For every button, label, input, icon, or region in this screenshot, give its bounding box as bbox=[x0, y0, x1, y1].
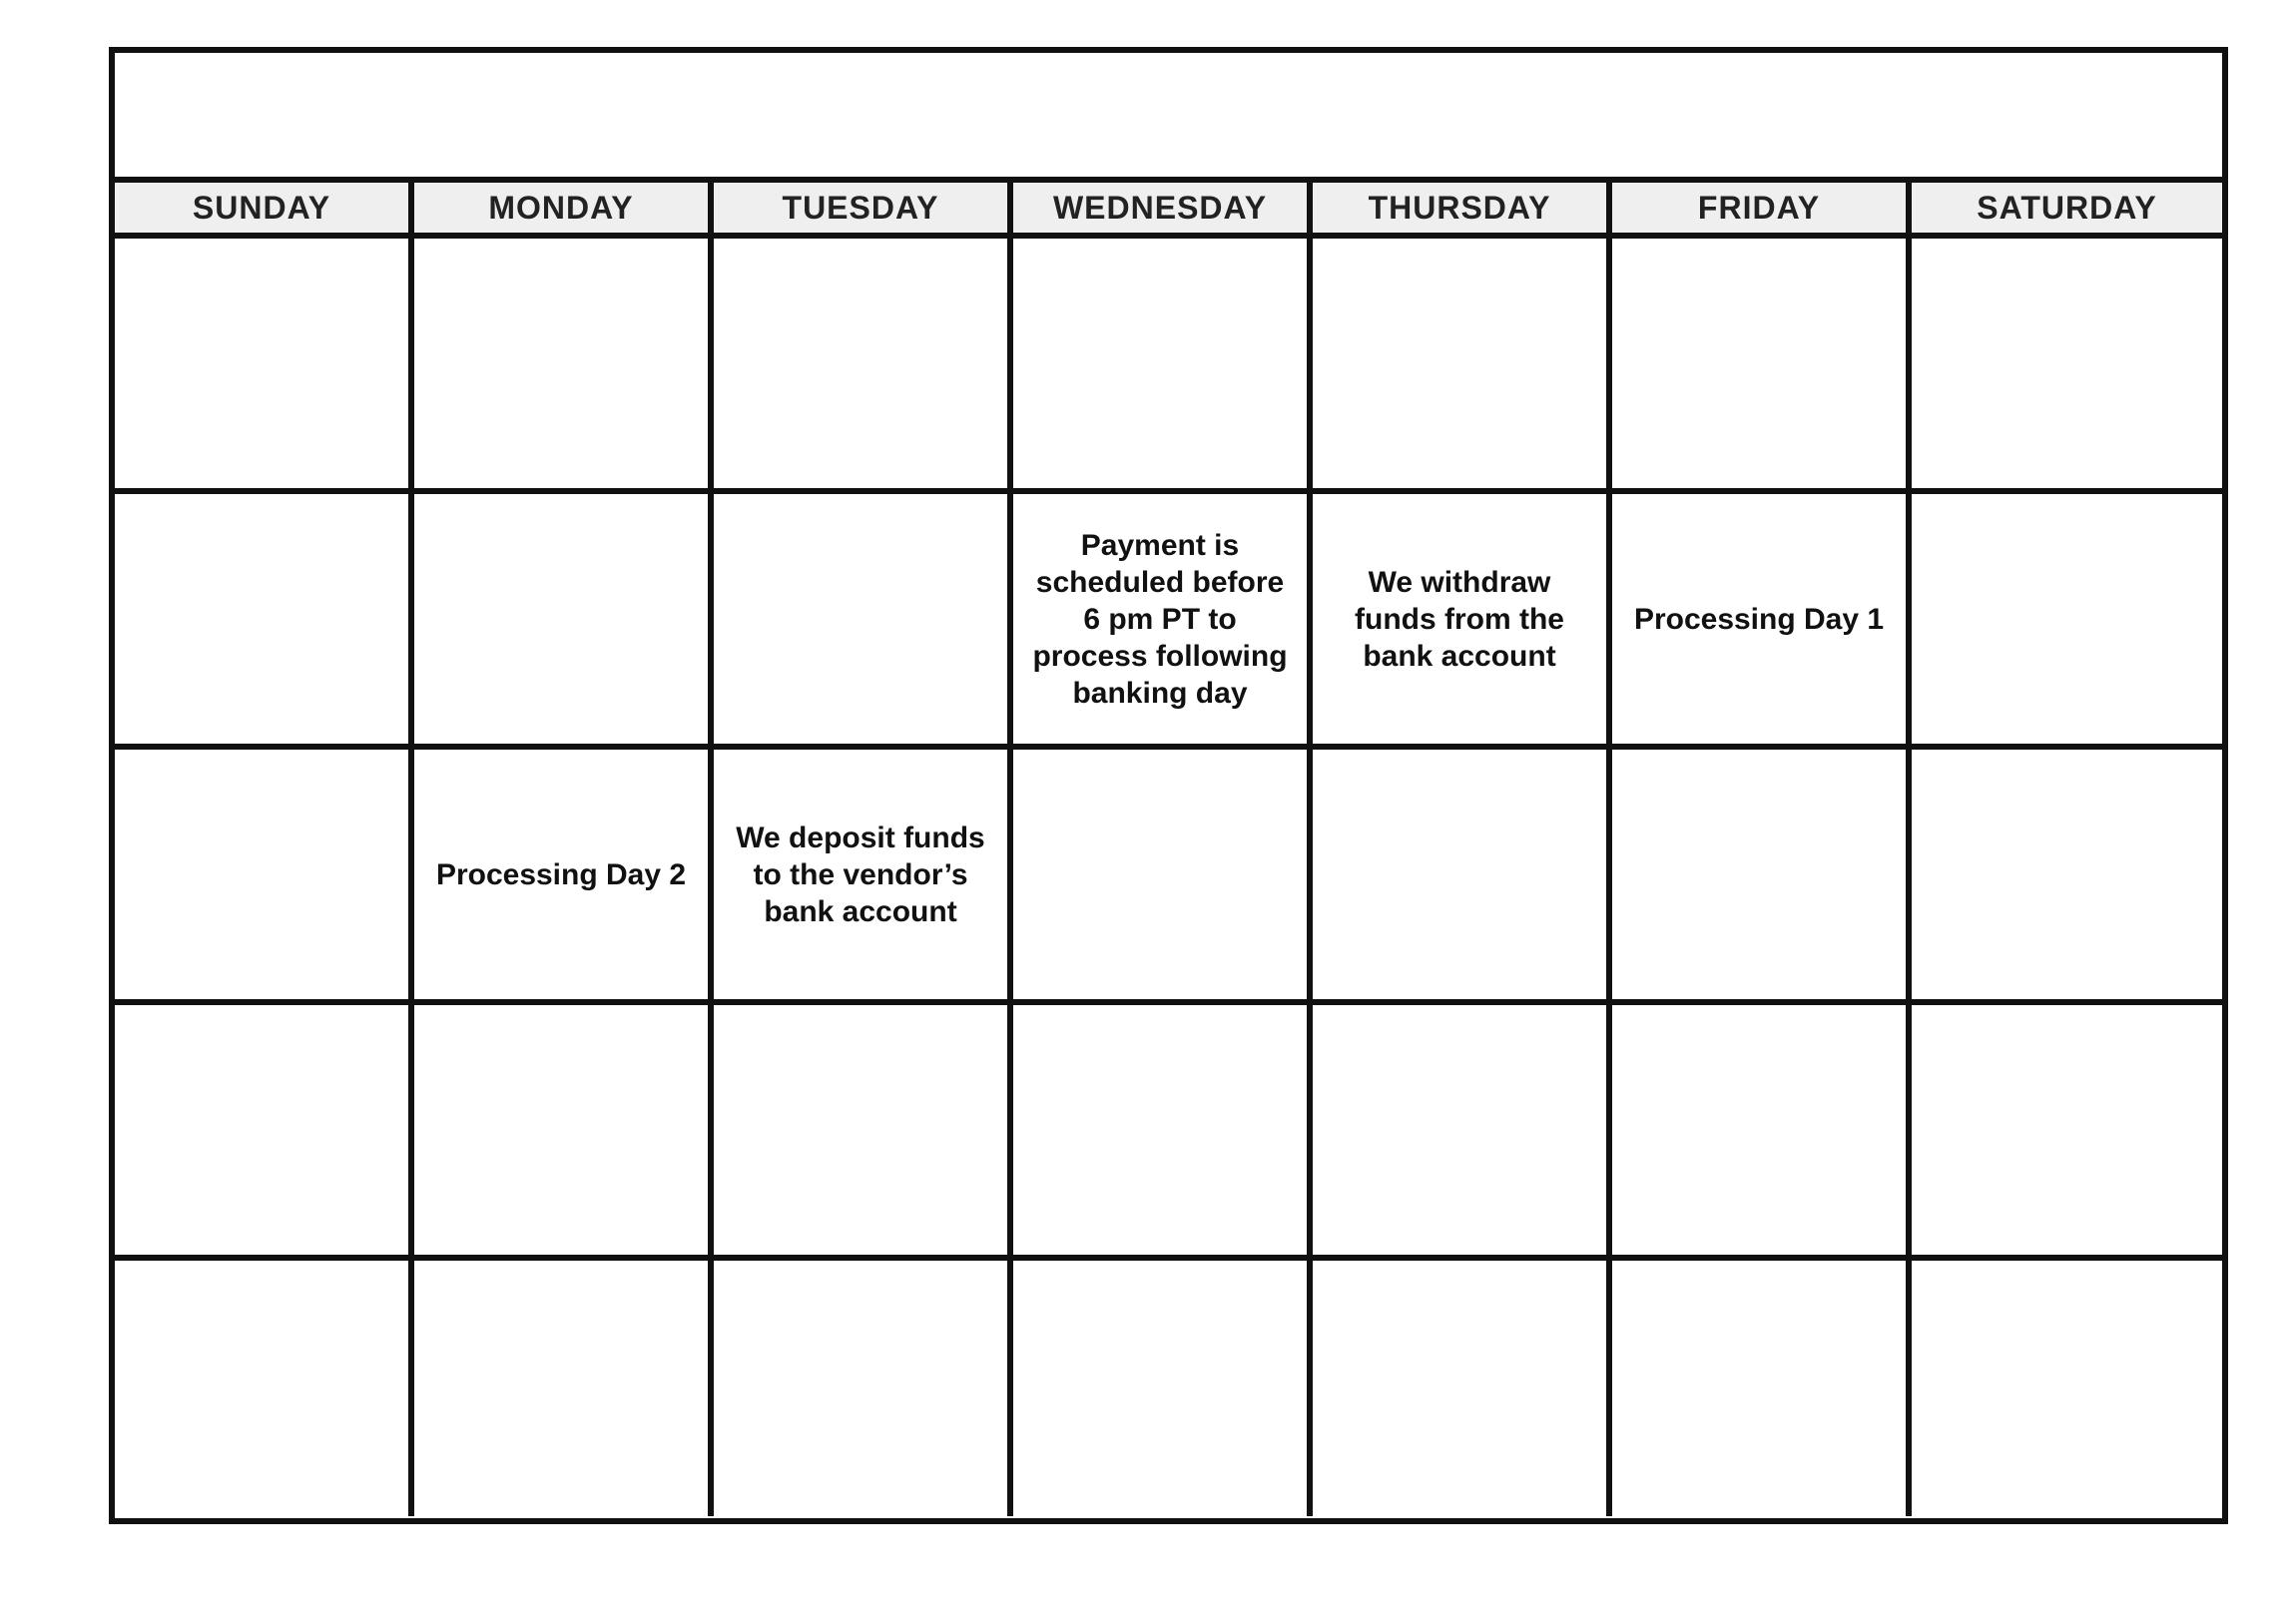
calendar-cell bbox=[1912, 239, 2222, 494]
calendar-cell bbox=[1013, 750, 1313, 1005]
calendar-cell bbox=[714, 1261, 1013, 1516]
calendar-cell: We deposit funds to the vendor’s bank account bbox=[714, 750, 1013, 1005]
calendar-title-band bbox=[115, 53, 2222, 183]
calendar-cell: We withdraw funds from the bank account bbox=[1313, 494, 1612, 750]
calendar-cell bbox=[1912, 1261, 2222, 1516]
calendar-cell bbox=[1313, 239, 1612, 494]
day-header: SATURDAY bbox=[1912, 183, 2222, 233]
calendar-cell bbox=[414, 494, 714, 750]
calendar-cell bbox=[1313, 1261, 1612, 1516]
day-header-row bbox=[115, 183, 2222, 239]
calendar-cell bbox=[1013, 1261, 1313, 1516]
calendar-cell bbox=[1912, 750, 2222, 1005]
calendar-cell: Payment is scheduled before 6 pm PT to process following banking day bbox=[1013, 494, 1313, 750]
calendar-cell: Processing Day 1 bbox=[1612, 494, 1912, 750]
calendar-cell bbox=[1612, 239, 1912, 494]
day-header: TUESDAY bbox=[714, 183, 1013, 233]
day-header: FRIDAY bbox=[1612, 183, 1912, 233]
calendar-cell bbox=[414, 1261, 714, 1516]
calendar-cell bbox=[1313, 1005, 1612, 1261]
calendar-cell bbox=[115, 494, 414, 750]
calendar-cell: Processing Day 2 bbox=[414, 750, 714, 1005]
calendar-cell bbox=[1612, 1005, 1912, 1261]
calendar-cell bbox=[414, 239, 714, 494]
week-grid bbox=[115, 239, 2222, 1516]
day-header: SUNDAY bbox=[115, 183, 414, 233]
day-header: WEDNESDAY bbox=[1013, 183, 1313, 233]
calendar-cell bbox=[1912, 494, 2222, 750]
calendar-cell bbox=[1912, 1005, 2222, 1261]
calendar-cell bbox=[1013, 239, 1313, 494]
calendar-cell bbox=[115, 239, 414, 494]
calendar-cell bbox=[115, 1261, 414, 1516]
calendar bbox=[109, 47, 2228, 1524]
day-header: MONDAY bbox=[414, 183, 714, 233]
calendar-cell bbox=[115, 750, 414, 1005]
calendar-cell bbox=[714, 1005, 1013, 1261]
calendar-cell bbox=[714, 494, 1013, 750]
day-header: THURSDAY bbox=[1313, 183, 1612, 233]
calendar-cell bbox=[1313, 750, 1612, 1005]
calendar-cell bbox=[1612, 1261, 1912, 1516]
calendar-cell bbox=[1612, 750, 1912, 1005]
calendar-cell bbox=[414, 1005, 714, 1261]
calendar-cell bbox=[714, 239, 1013, 494]
calendar-cell bbox=[1013, 1005, 1313, 1261]
calendar-cell bbox=[115, 1005, 414, 1261]
